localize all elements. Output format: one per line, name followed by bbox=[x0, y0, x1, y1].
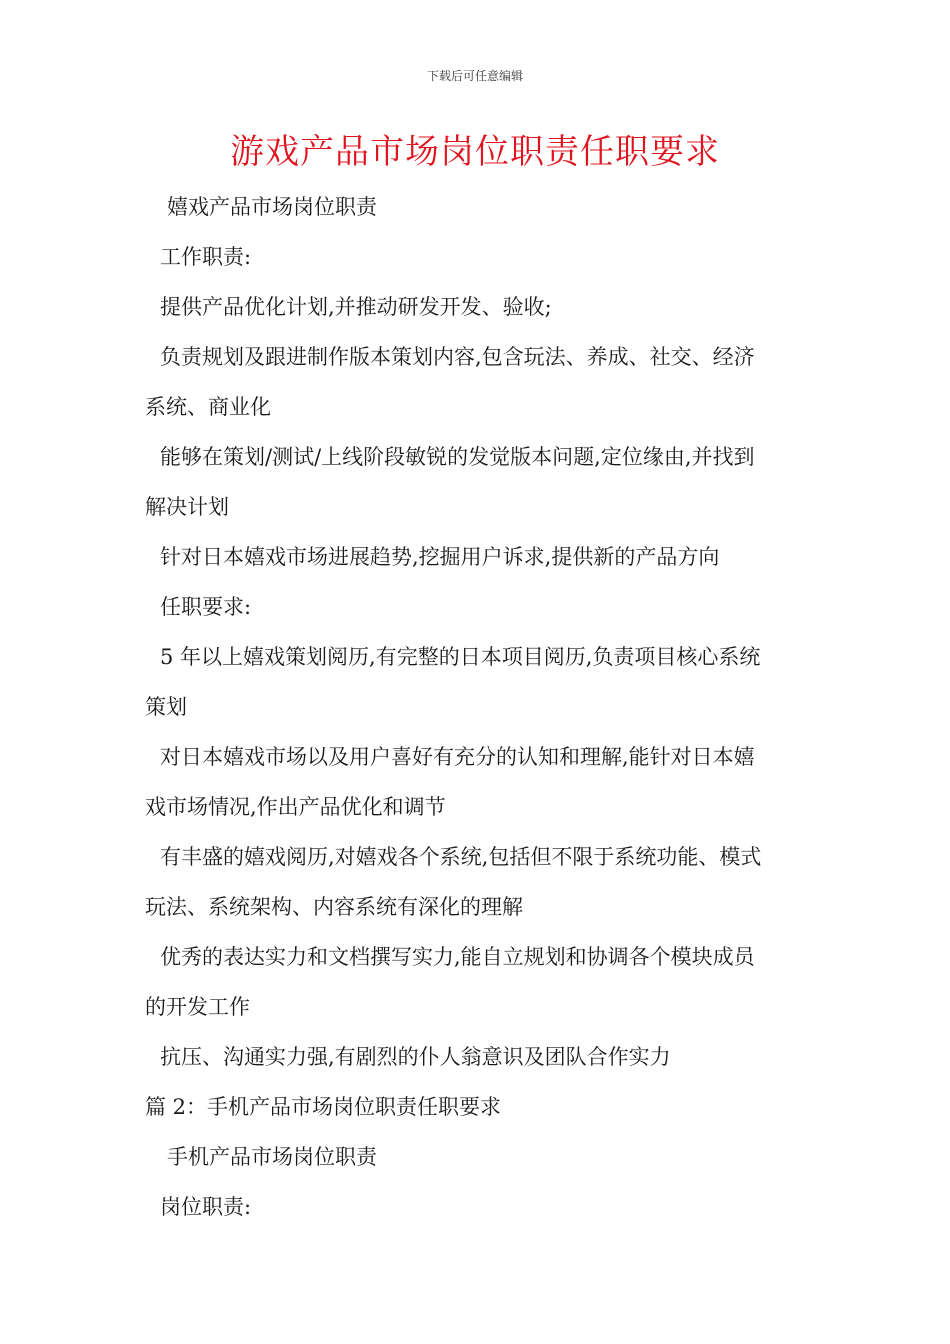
paragraph-line: 戏市场情况,作出产品优化和调节 bbox=[145, 795, 446, 819]
section-heading-line: 嬉戏产品市场岗位职责 bbox=[167, 195, 377, 219]
document-body bbox=[145, 182, 810, 1232]
paragraph-line: 岗位职责: bbox=[160, 1195, 252, 1219]
page-header-note: 下载后可任意编辑 bbox=[426, 69, 523, 83]
section-heading-line: 手机产品市场岗位职责 bbox=[167, 1145, 377, 1169]
paragraph-line: 的开发工作 bbox=[145, 995, 250, 1019]
section-title-line: 篇 2：手机产品市场岗位职责任职要求 bbox=[145, 1095, 502, 1119]
paragraph-line: 能够在策划/测试/上线阶段敏锐的发觉版本问题,定位缘由,并找到 bbox=[160, 445, 755, 469]
paragraph-line: 5 年以上嬉戏策划阅历,有完整的日本项目阅历,负责项目核心系统 bbox=[160, 645, 761, 669]
paragraph-line: 玩法、系统架构、内容系统有深化的理解 bbox=[145, 895, 523, 919]
paragraph-line: 策划 bbox=[145, 695, 187, 719]
paragraph-line: 解决计划 bbox=[145, 495, 229, 519]
paragraph-line: 任职要求: bbox=[160, 595, 252, 619]
paragraph-line: 优秀的表达实力和文档撰写实力,能自立规划和协调各个模块成员 bbox=[160, 945, 755, 969]
paragraph-line: 工作职责: bbox=[160, 245, 252, 269]
paragraph-line: 提供产品优化计划,并推动研发开发、验收; bbox=[160, 295, 552, 319]
paragraph-line: 对日本嬉戏市场以及用户喜好有充分的认知和理解,能针对日本嬉 bbox=[160, 745, 755, 769]
paragraph-line: 系统、商业化 bbox=[145, 395, 271, 419]
paragraph-line: 负责规划及跟进制作版本策划内容,包含玩法、养成、社交、经济 bbox=[160, 345, 755, 369]
document-title: 游戏产品市场岗位职责任职要求 bbox=[230, 132, 720, 172]
paragraph-line: 抗压、沟通实力强,有剧烈的仆人翁意识及团队合作实力 bbox=[160, 1045, 671, 1069]
paragraph-line: 有丰盛的嬉戏阅历,对嬉戏各个系统,包括但不限于系统功能、模式 bbox=[160, 845, 762, 869]
paragraph-line: 针对日本嬉戏市场进展趋势,挖掘用户诉求,提供新的产品方向 bbox=[160, 545, 720, 569]
